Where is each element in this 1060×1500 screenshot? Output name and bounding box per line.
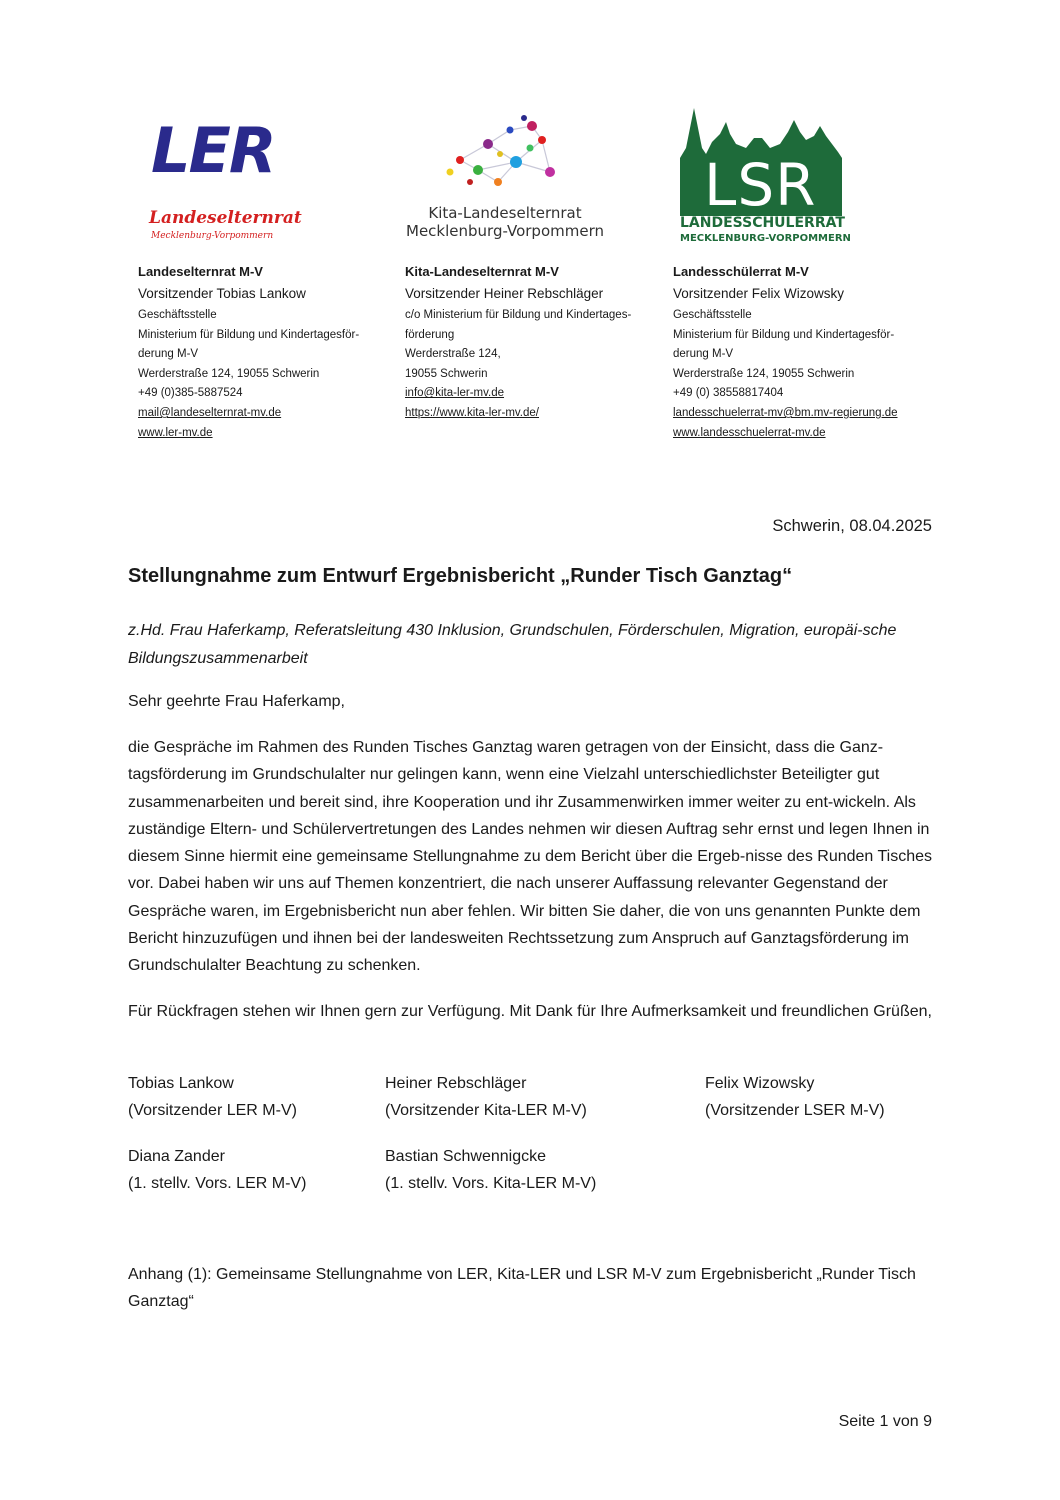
closing-paragraph: Für Rückfragen stehen wir Ihnen gern zur Verfügung. Mit Dank für Ihre Aufmerksamkeit und freundlichen Grüßen, (128, 1003, 932, 1020)
ler-logo (145, 114, 305, 250)
website-link[interactable]: https://www.kita-ler-mv.de/ (405, 406, 539, 419)
salutation: Sehr geehrte Frau Haferkamp, (128, 693, 345, 710)
org-name: Landeselternrat M-V (138, 264, 263, 279)
signatory (128, 1143, 306, 1198)
lsr-logo-region: MECKLENBURG-VORPOMMERN (680, 233, 851, 244)
lsr-logo-subtitle: LANDESSCHÜLERRAT (680, 215, 845, 231)
body-paragraph: die Gespräche im Rahmen des Runden Tisches Ganztag waren getragen von der Einsicht, dass die Ganz-tagsförderung im Grundschulalter nur gelingen kann, wenn eine Vielzahl unterschiedlichster Beteiligter gut zusammenarbeiten und bereit sind, ihre Kooperation und ihr Zusammenwirken immer weiter zu ent-wickeln. Als zuständige Eltern- und Schülervertretungen des Landes nehmen wir diesen Auftrag sehr ernst und legen Ihnen in diesem Sinne hiermit eine gemeinsame Stellungnahme zu dem Bericht über die Ergeb-nisse des Runden Tisches vor. Dabei haben wir uns auf Themen konzentriert, die nach unserer Auffassung relevanter Gegenstand der Gespräche waren, im Ergebnisbericht nun aber fehlen. Wir bitten Sie daher, die von uns genannten Punkte dem Bericht hinzuzufügen und ihnen bei der landesweiten Rechtssetzung zum Anspruch auf Ganztagsförderung im Grundschulalter Beachtung zu schenken. (128, 739, 932, 975)
signatory-name: Felix Wizowsky (705, 1075, 815, 1092)
kita-logo-line2: Mecklenburg-Vorpommern (406, 222, 604, 240)
phone: +49 (0)385-5887524 (138, 387, 243, 400)
org-chair: Vorsitzender Heiner Rebschläger (405, 286, 604, 301)
address-line: Geschäftsstelle (138, 309, 217, 321)
attention-line: z.Hd. Frau Haferkamp, Referatsleitung 430 Inklusion, Grundschulen, Förderschulen, Migration, europäi-sche Bildungszusammenarbeit (128, 622, 897, 667)
email-link[interactable]: mail@landeselternrat-mv.de (138, 406, 282, 419)
org-chair: Vorsitzender Tobias Lankow (138, 286, 306, 301)
kita-ler-logo (390, 110, 620, 240)
ler-logo-region: Mecklenburg-Vorpommern (151, 231, 274, 241)
letter-title: Stellungnahme zum Entwurf Ergebnisbericht „Runder Tisch Ganztag“ (128, 565, 793, 587)
address-line: derung M-V (138, 348, 199, 361)
signatory-role: (1. stellv. Vors. Kita-LER M-V) (385, 1175, 597, 1193)
lsr-logo-wordmark: LSR (704, 151, 817, 219)
signatory-name: Bastian Schwennigcke (385, 1148, 546, 1165)
page-number: Seite 1 von 9 (838, 1413, 932, 1430)
signatory (705, 1070, 885, 1125)
org-chair: Vorsitzender Felix Wizowsky (673, 286, 845, 301)
signatory-name: Heiner Rebschläger (385, 1075, 527, 1092)
annex-note: Anhang (1): Gemeinsame Stellungnahme von LER, Kita-LER und LSR M-V zum Ergebnisbericht „Runder Tisch Ganztag“ (128, 1266, 916, 1311)
signatory (385, 1143, 596, 1198)
org-name: Landesschülerrat M-V (673, 264, 809, 279)
lsr-logo (676, 98, 851, 248)
phone: +49 (0) 38558817404 (673, 387, 784, 400)
address-line: förderung (405, 328, 455, 341)
letterhead-lsr (673, 262, 938, 443)
address-line: Werderstraße 124, (405, 348, 501, 361)
kita-network-graphic (390, 110, 620, 200)
kita-logo-line1: Kita-Landeselternrat (428, 204, 582, 222)
address-line: 19055 Schwerin (405, 367, 488, 380)
ler-logo-wordmark: LER (151, 114, 275, 187)
signatory-role: (Vorsitzender LER M-V) (128, 1102, 297, 1120)
email-link[interactable]: info@kita-ler-mv.de (405, 387, 505, 400)
signatory (128, 1070, 297, 1125)
signatory-name: Diana Zander (128, 1148, 225, 1165)
signatory-role: (Vorsitzender LSER M-V) (705, 1102, 885, 1120)
address-line: Werderstraße 124, 19055 Schwerin (673, 367, 855, 380)
letterhead-ler (138, 262, 403, 443)
website-link[interactable]: www.ler-mv.de (138, 426, 213, 439)
address-line: Werderstraße 124, 19055 Schwerin (138, 367, 320, 380)
website-link[interactable]: www.landesschuelerrat-mv.de (673, 426, 826, 439)
letter-date: Schwerin, 08.04.2025 (772, 517, 932, 535)
org-name: Kita-Landeselternrat M-V (405, 264, 559, 279)
address-line: c/o Ministerium für Bildung und Kindertages- (405, 309, 632, 321)
signatory-role: (1. stellv. Vors. LER M-V) (128, 1175, 307, 1193)
signatory-role: (Vorsitzender Kita-LER M-V) (385, 1102, 587, 1120)
address-line: Ministerium für Bildung und Kindertagesför- (138, 328, 360, 341)
ler-logo-subtitle: Landeselternrat (149, 208, 302, 228)
address-line: Ministerium für Bildung und Kindertagesför- (673, 328, 895, 341)
signatory (385, 1070, 587, 1125)
signatory-name: Tobias Lankow (128, 1075, 234, 1092)
letterhead-kita-ler (405, 262, 670, 424)
address-line: Geschäftsstelle (673, 309, 752, 321)
address-line: derung M-V (673, 348, 734, 361)
email-link[interactable]: landesschuelerrat-mv@bm.mv-regierung.de (673, 406, 898, 419)
